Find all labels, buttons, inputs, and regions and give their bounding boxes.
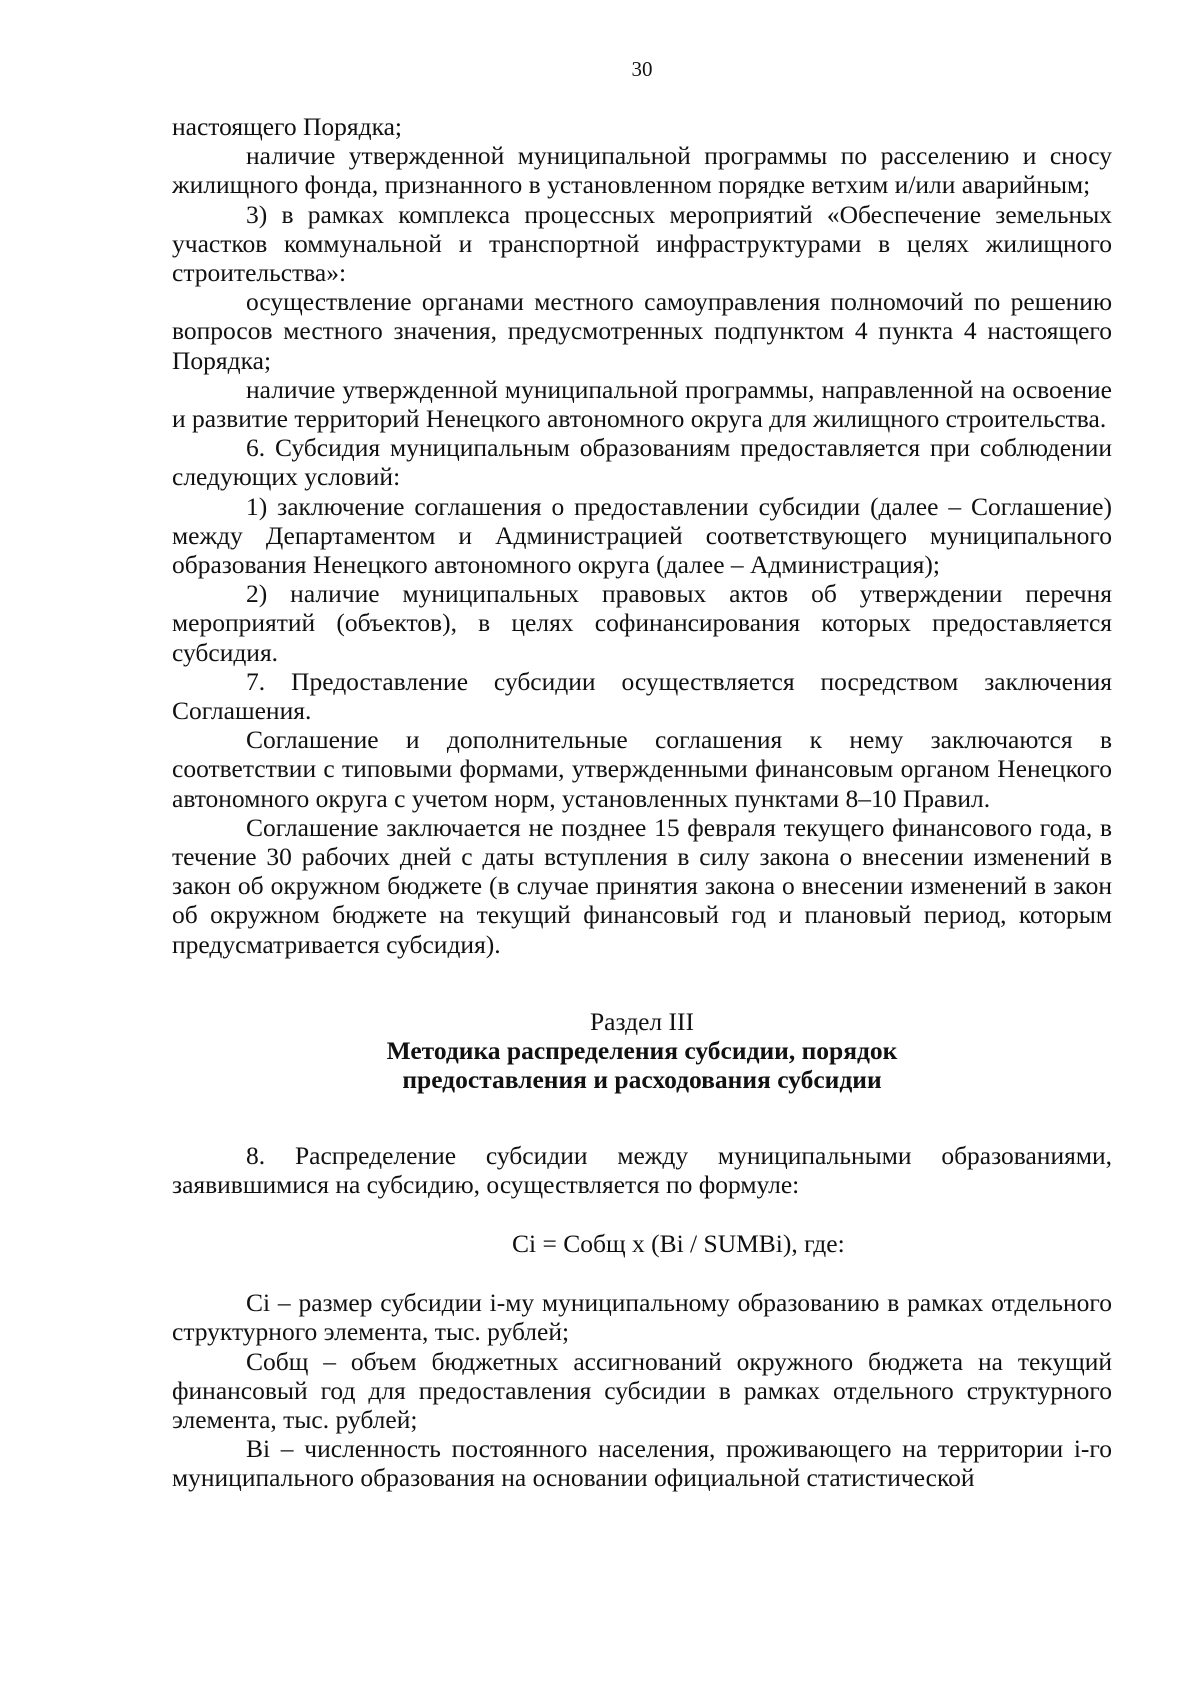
paragraph-program-territory: наличие утвержденной муниципальной программы, направленной на освоение и развитие территорий Ненецкого автономного округа для жилищного строительства. — [172, 374, 1112, 434]
section-label: Раздел III — [590, 1006, 694, 1036]
paragraph-7: 7. Предоставление субсидии осуществляется посредством заключения Соглашения. — [172, 666, 1112, 726]
section-heading — [172, 1007, 1112, 1095]
definition-sobsch: Собщ – объем бюджетных ассигнований окружного бюджета на текущий финансовый год для предоставления субсидии в рамках отдельного структурного элемента, тыс. рублей; — [172, 1346, 1112, 1434]
document-body — [172, 112, 1112, 1493]
paragraph-program-resettlement: наличие утвержденной муниципальной программы по расселению и сносу жилищного фонда, признанного в установленном порядке ветхим и/или аварийным; — [172, 141, 1112, 200]
paragraph-agreement-deadline: Соглашение заключается не позднее 15 февраля текущего финансового года, в течение 30 рабочих дней с даты вступления в силу закона о внесении изменений в закон об окружном бюджете (в случае принятия закона о внесении изменений в закон об окружном бюджете на текущий финансовый год и плановый период, которым предусматривается субсидия). — [172, 812, 1112, 959]
section-title-line-2: предоставления и расходования субсидии — [402, 1065, 882, 1095]
definition-bi: Bi – численность постоянного населения, проживающего на территории i-го муниципального образования на основании официальной статистической — [172, 1434, 1112, 1493]
paragraph-item-3: 3) в рамках комплекса процессных мероприятий «Обеспечение земельных участков коммунальной и транспортной инфраструктурами в целях жилищного строительства»: — [172, 199, 1112, 288]
definition-ci: Ci – размер субсидии i-му муниципальному образованию в рамках отдельного структурного элемента, тыс. рублей; — [172, 1288, 1112, 1347]
paragraph-8: 8. Распределение субсидии между муниципальными образованиями, заявившимися на субсидию, осуществляется по формуле: — [172, 1140, 1112, 1199]
paragraph-agreement-forms: Соглашение и дополнительные соглашения к нему заключаются в соответствии с типовыми формами, утвержденными финансовым органом Ненецкого автономного округа с учетом норм, установленных пунктами 8–10 Правил. — [172, 725, 1112, 813]
paragraph-6-item-2: 2) наличие муниципальных правовых актов об утверждении перечня мероприятий (объектов), в целях софинансирования которых предоставляется субсидия. — [172, 579, 1112, 667]
paragraph-local-authority-powers: осуществление органами местного самоуправления полномочий по решению вопросов местного значения, предусмотренных подпунктом 4 пункта 4 настоящего Порядка; — [172, 287, 1112, 375]
distribution-formula: Ci = Собщ x (Bi / SUMBi), где: — [512, 1228, 845, 1258]
paragraph-continuation: настоящего Порядка; — [172, 112, 403, 141]
page-number: 30 — [631, 57, 653, 81]
paragraph-6: 6. Субсидия муниципальным образованиям предоставляется при соблюдении следующих условий: — [172, 433, 1112, 492]
paragraph-6-item-1: 1) заключение соглашения о предоставлении субсидии (далее – Соглашение) между Департаментом и Администрацией соответствующего муниципального образования Ненецкого автономного округа (далее – Администрация); — [172, 491, 1112, 580]
section-title-line-1: Методика распределения субсидии, порядок — [386, 1036, 898, 1066]
